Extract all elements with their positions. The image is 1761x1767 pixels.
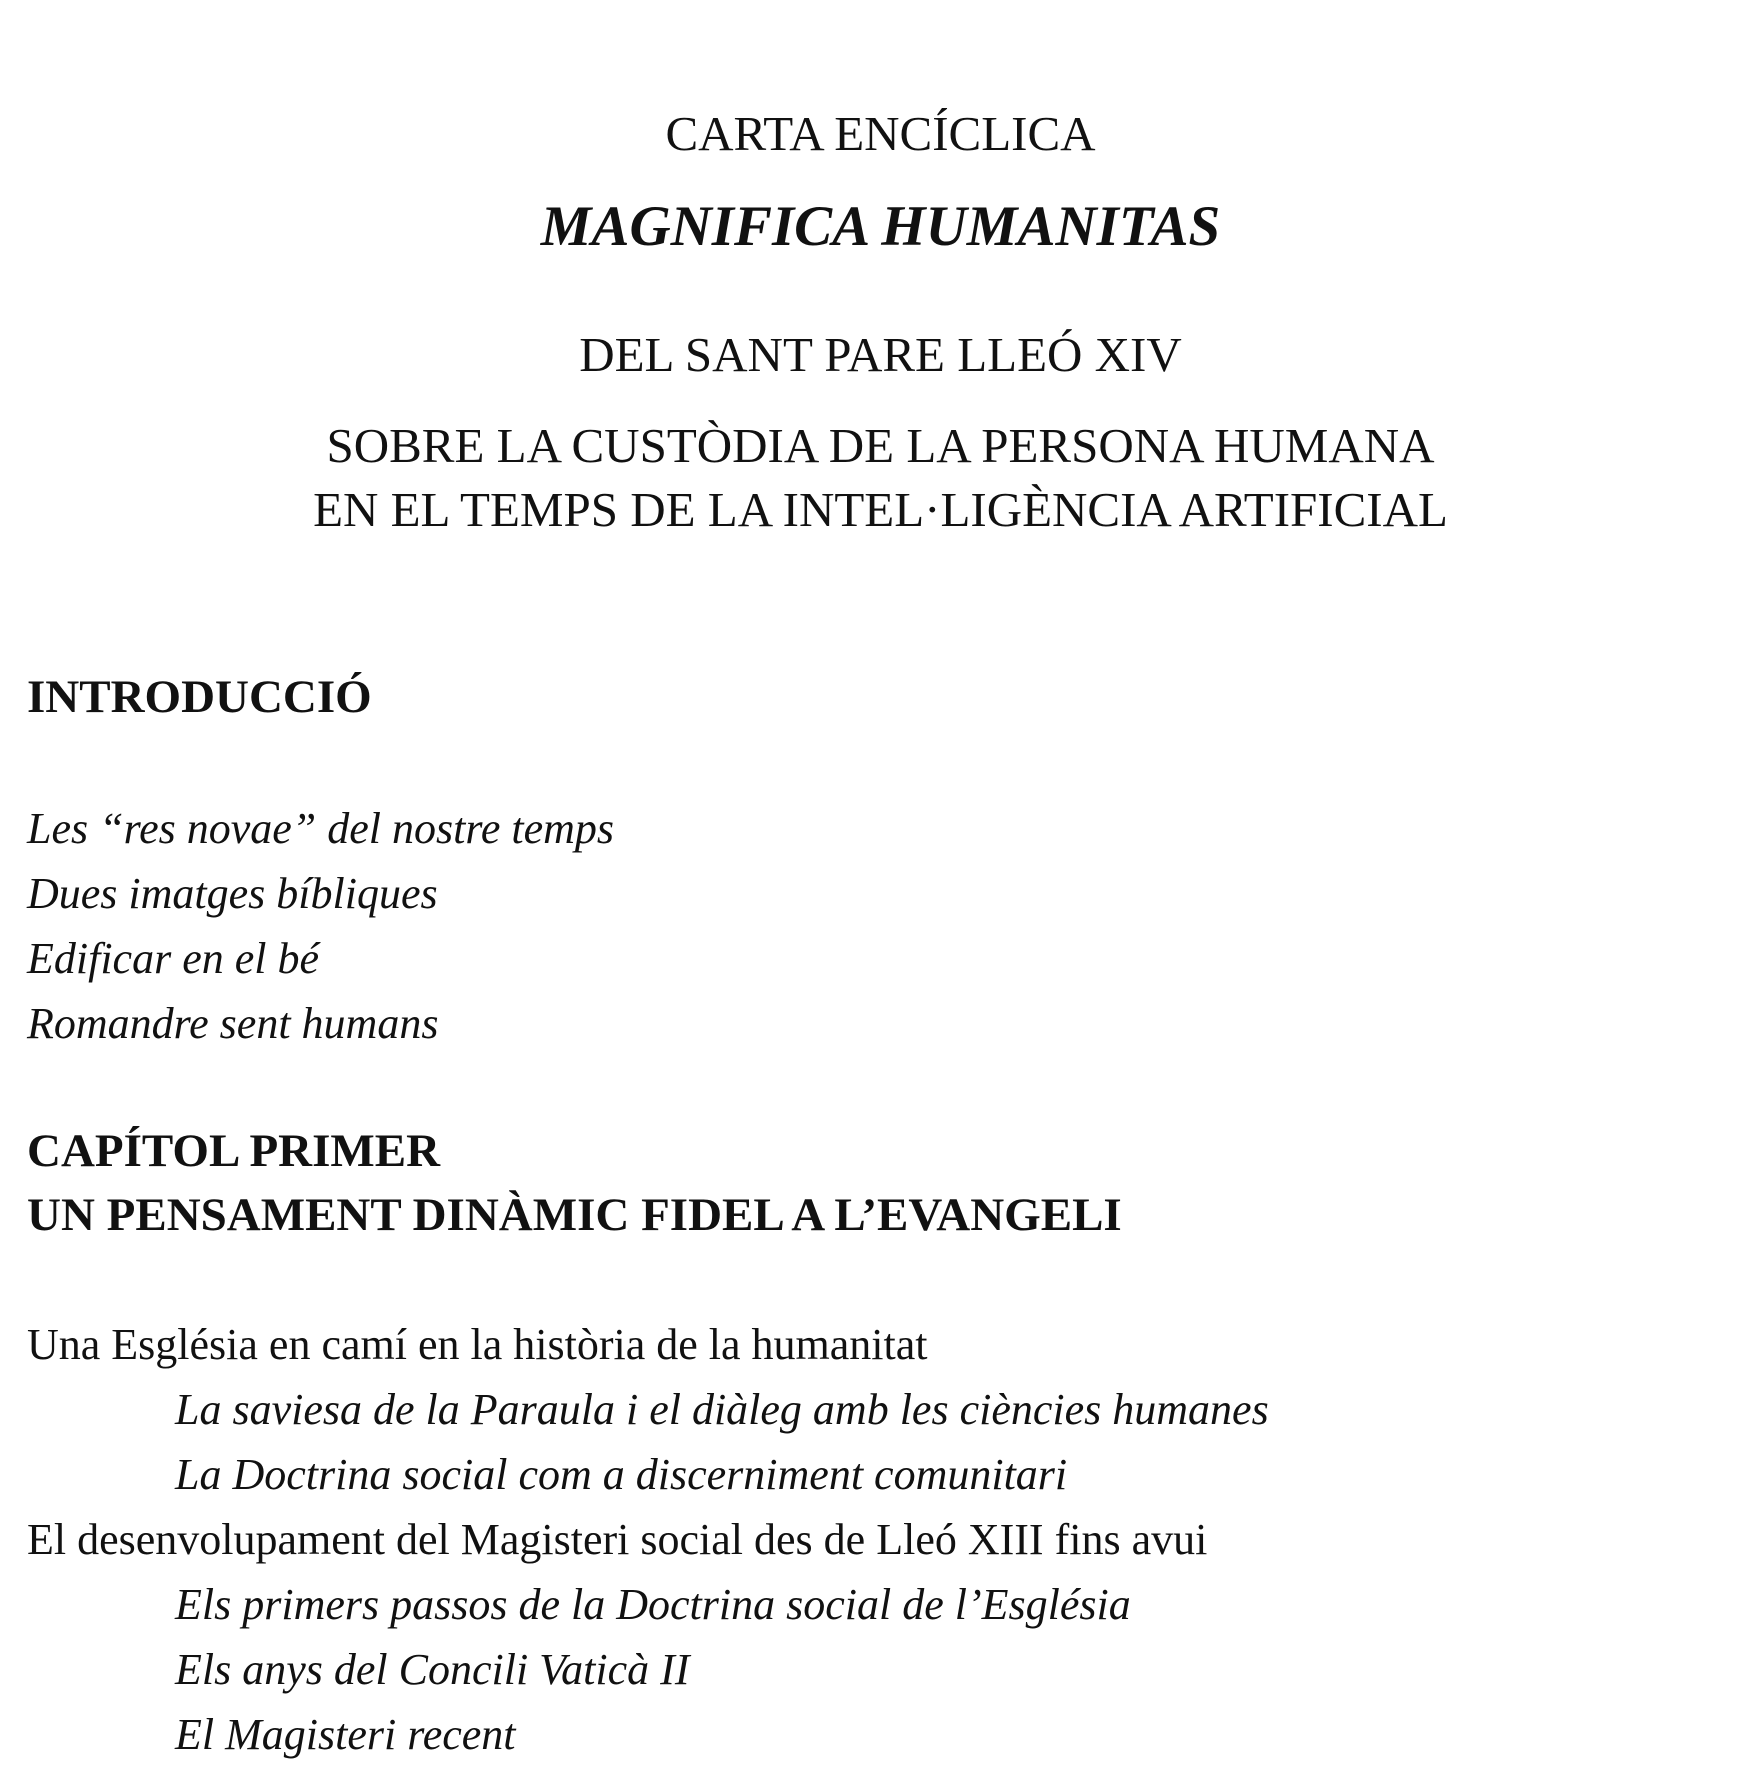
toc-item: Dues imatges bíbliques xyxy=(27,869,438,918)
subject-line: EN EL TEMPS DE LA INTEL·LIGÈNCIA ARTIFICIAL xyxy=(313,482,1448,537)
toc-subsection: La saviesa de la Paraula i el diàleg amb les ciències humanes xyxy=(175,1385,1269,1434)
toc-item: Romandre sent humans xyxy=(27,999,439,1048)
chapter-heading xyxy=(27,1119,1122,1247)
toc-item: Edificar en el bé xyxy=(27,934,320,983)
chapter-toc xyxy=(27,1312,1269,1767)
introduction-heading: INTRODUCCIÓ xyxy=(27,671,372,723)
toc-subsection: Els anys del Concili Vaticà II xyxy=(175,1645,690,1694)
document-title: MAGNIFICA HUMANITAS xyxy=(540,195,1221,258)
introduction-list xyxy=(27,796,614,1056)
toc-item: Les “res novae” del nostre temps xyxy=(27,804,615,853)
toc-section: Una Església en camí en la història de la humanitat xyxy=(27,1320,928,1369)
toc-subsection: El Magisteri recent xyxy=(175,1710,516,1759)
document-kind: CARTA ENCÍCLICA xyxy=(665,106,1096,161)
subject-line: SOBRE LA CUSTÒDIA DE LA PERSONA HUMANA xyxy=(326,418,1435,473)
toc-subsection: La Doctrina social com a discerniment comunitari xyxy=(175,1450,1068,1499)
chapter-number: CAPÍTOL PRIMER xyxy=(27,1125,441,1177)
toc-subsection: Els primers passos de la Doctrina social de l’Església xyxy=(175,1580,1131,1629)
toc-section: El desenvolupament del Magisteri social des de Lleó XIII fins avui xyxy=(27,1515,1208,1564)
chapter-title: UN PENSAMENT DINÀMIC FIDEL A L’EVANGELI xyxy=(27,1189,1122,1241)
document-subject xyxy=(0,414,1761,542)
document-author: DEL SANT PARE LLEÓ XIV xyxy=(579,327,1182,382)
